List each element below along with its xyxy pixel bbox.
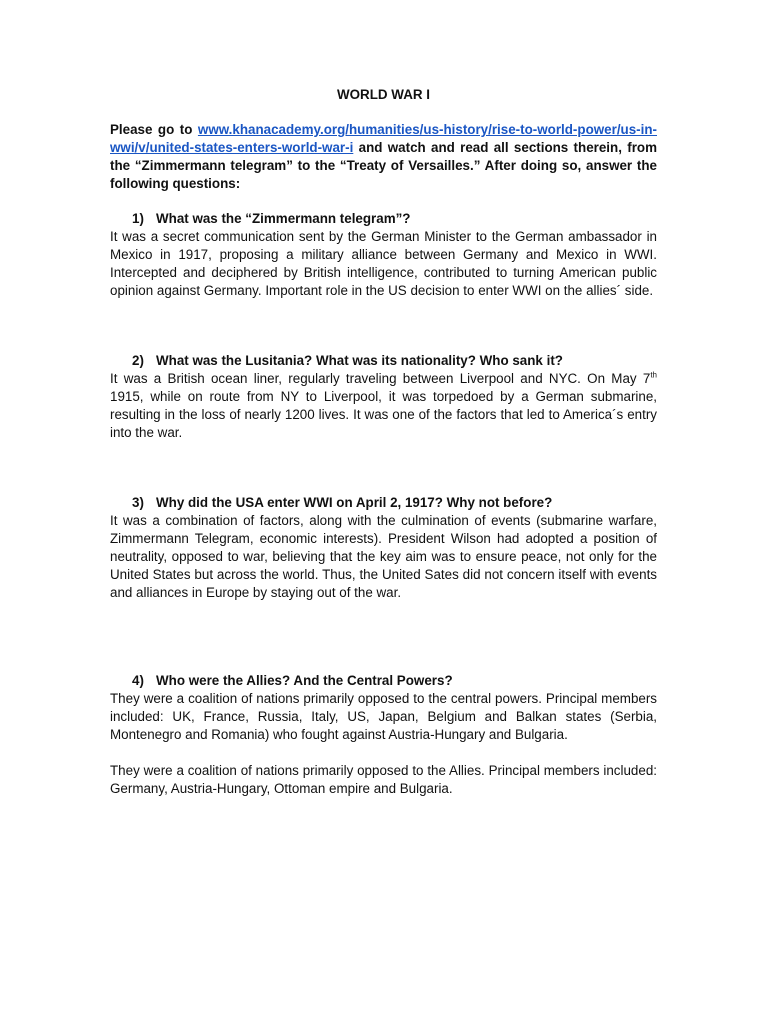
question-heading [110,672,657,690]
intro-paragraph [110,121,657,193]
question-number: 2) [132,353,144,368]
question-number: 3) [132,495,144,510]
answer-paragraph: It was a secret communication sent by the German Minister to the German ambassador in Mexico in 1917, proposing a military alliance between Germany and Mexico in WWI. Intercepted and deciphered by British intelligence, contributed to turning American public opinion against Germany. Important role in the US decision to enter WWI on the allies´ side. [110,229,657,298]
question-heading [110,210,657,228]
question-number: 4) [132,673,144,688]
document-page [110,86,657,798]
intro-prefix: Please go to [110,122,198,137]
khanacademy-link[interactable]: www.khanacademy.org/humanities/us-history/rise-to-world-power/us-in-wwi/v/united-states-enters-world-war-i [110,122,657,155]
question-text: Who were the Allies? And the Central Powers? [156,673,453,688]
question-number: 1) [132,211,144,226]
question-text: What was the “Zimmermann telegram”? [156,211,411,226]
document-title: WORLD WAR I [337,87,430,102]
answer-paragraph-allies: They were a coalition of nations primarily opposed to the central powers. Principal members included: UK, France, Russia, Italy, US, Japan, Belgium and Balkan states (Serbia, Montenegro and Romania) who fought against Austria-Hungary and Bulgaria. [110,691,657,742]
question-block-3 [110,494,657,602]
answer-text-part: 1915, while on route from NY to Liverpool, it was torpedoed by a German submarine, resulting in the loss of nearly 1200 lives. It was one of the factors that led to America´s entry into the war. [110,389,657,440]
ordinal-superscript: th [650,370,657,380]
question-text: What was the Lusitania? What was its nationality? Who sank it? [156,353,563,368]
question-heading [110,494,657,512]
answer-paragraph [110,370,657,442]
answer-text-part: It was a British ocean liner, regularly traveling between Liverpool and NYC. On May 7 [110,371,651,386]
answer-paragraph: It was a combination of factors, along with the culmination of events (submarine warfare, Zimmermann Telegram, economic interests). President Wilson had adopted a position of neutrality, opposed to war, believing that the key aim was to ensure peace, not only for the United States but across the world. Thus, the United Sates did not concern itself with events and alliances in Europe by staying out of the war. [110,513,657,600]
question-text: Why did the USA enter WWI on April 2, 1917? Why not before? [156,495,553,510]
answer-paragraph-central-powers: They were a coalition of nations primarily opposed to the Allies. Principal members included: Germany, Austria-Hungary, Ottoman empire and Bulgaria. [110,763,657,796]
question-block-1 [110,210,657,300]
question-block-4 [110,672,657,798]
question-heading [110,352,657,370]
question-block-2 [110,352,657,442]
intro-suffix: and watch and read all sections therein, from the “Zimmermann telegram” to the “Treaty of Versailles.” After doing so, answer the following questions: [110,140,657,191]
